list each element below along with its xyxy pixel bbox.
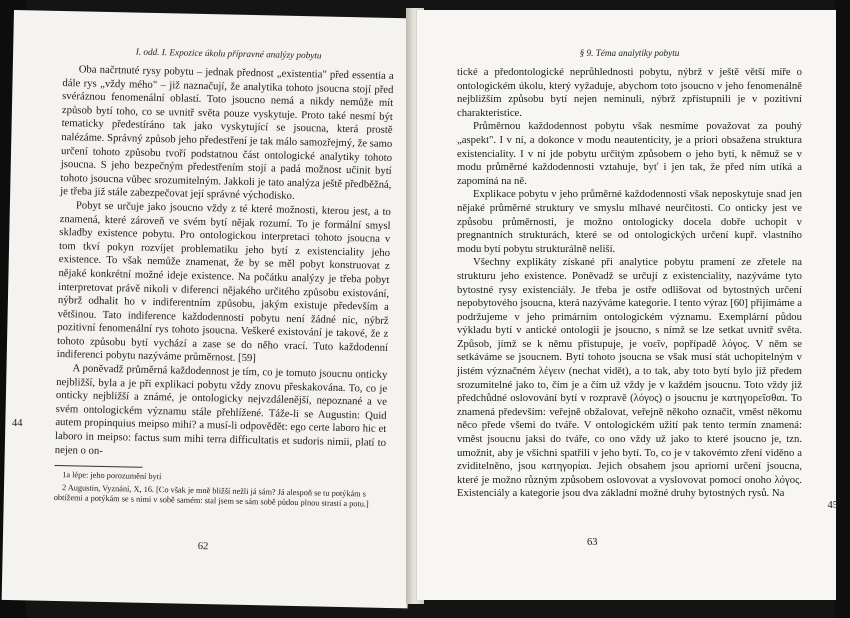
- paragraph: Všechny explikáty získané při analytice pobytu pramení ze zřetele na strukturu jeho existence. Poněvadž se určují z existenciality, nazýváme tyto bytostné rysy existenciály. Je třeba je ostře odlišovat od bytostných určení nepobytového jsoucna, která nazýváme kategorie. I tento výraz [60] přijímáme a podržujeme v jeho primárním ontologickém významu. Exemplární půdou výkladu bytí v antické ontologii je jsoucno, s nímž se lze setkat uvnitř světa. Způsob, jímž se k němu přistupuje, je νοεῖν, popřípadě λόγος. V něm se setkáváme se jsoucnem. Bytí tohoto jsoucna se však musí stát uchopitelným v jistém význačném λέγειν (nechat vidět), a to tak, aby toto bytí bylo již předem srozumitelné jako to, čím je a čím už vždy je v každém jsoucnu. Toto vždy již předchůdné oslovování bytí v rozpravě (λόγος) o jsoucnu je κατηγορεῖσθαι. To znamená především: veřejně obžalovat, veřejně někoho označit, vměst někomu něco přede všemi do tváře. V ontologickém užití pak tento termín znamená: vměst jsoucnu jaksi do tváře, co ono vždy už jako to které jsoucno je, tzn. umožnit, aby je všichni spatřili v jeho bytí. To, co je v takovémto zření viděno a zviditelněno, jsou κατηγορίαι. Jejich obsahem jsou apriorní určení jsoucna, které je možno různým způsobem oslovovat a vyslovovat pomocí onoho λόγος. Existenciály a kategorie jsou dva základní možné druhy bytostných rysů. Na: [457, 256, 802, 500]
- paragraph: A poněvadž průměrná každodennost je tím, co je tomuto jsoucnu onticky nejbližší, byla a je při explikaci pobytu vždy znovu přeskakována. To, co je onticky nejbližší a známé, je ontologicky nejvzdálenější, nepoznané a ve svém ontologickém významu stále přehlížené. Táže-li se Augustin: Quid autem propinquius meipso mihi? a musí-li odpovědět: ego certe laboro hic et laboro in meipso: factus sum mihi terra difficultatis et sudoris nimii, platí to nejen o on-: [54, 362, 388, 457]
- paragraph: Oba načrtnuté rysy pobytu – jednak přednost „existentia" před essentia a dále rys „vždy mého" – již naznačují, že analytika tohoto jsoucna stojí před svéráznou fenomenální oblastí. Toto jsoucno nemá a nikdy nemůže mít způsob bytí toho, co se uvnitř světa pouze vyskytuje. Proto také nesmí být tematicky předestíráno tak jako vyskytující se jsoucna, která prostě nalézáme. Správný způsob jeho předestření je tak málo samozřejmý, že samo určení tohoto způsobu tvoří podstatnou část ontologické analytiky tohoto jsoucna. S jeho bezpečným předestřením stojí a padá možnost učinit bytí tohoto jsoucna vůbec srozumitelným. Jakkoli je tato analýza ještě předběžná, je třeba již stále zabezpečovat její správné východisko.: [60, 63, 394, 203]
- left-page: [2, 10, 420, 608]
- scan-edge-right: [834, 0, 850, 618]
- paragraph: Explikace pobytu v jeho průměrné každodennosti však neposkytuje snad jen nějaké průměrné struktury ve smyslu mlhavé neurčitosti. Co onticky jest ve způsobu průměrnosti, je možno ontologicky docela dobře uchopit v pregnantních strukturách, které se od ontologických určení kupř. vlastního modu bytí pobytu strukturálně neliší.: [457, 188, 802, 255]
- footnote-rule: [54, 465, 142, 468]
- right-running-head: § 9. Téma analytiky pobytu: [579, 48, 680, 58]
- left-margin-number: 44: [12, 418, 23, 429]
- paragraph: Pobyt se určuje jako jsoucno vždy z té které možnosti, kterou jest, a to znamená, které zároveň ve svém bytí nějak rozumí. To je formální smysl skladby existence pobytu. Pro ontologickou interpretaci tohoto jsoucna v tom tkví pokyn rozvíjet problematiku jeho bytí z existenciality jeho existence. To však nemůže znamenat, že by se měl pobyt konstruovat z nějaké konkrétní možné ideje existence. Na počátku analýzy je třeba pobyt interpretovat právě nikoli v diferenci nějakého určitého způsobu existování, nýbrž odhalit ho v indiferentním způsobu, jakým existuje především a většinou. Tato indiference každodennosti pobytu není žádné nic, nýbrž pozitivní fenomenální rys tohoto jsoucna. Veškeré existování je takové, že z tohoto způsobu bytí vychází a zase se do něho vrací. Tuto každodenní indiferenci pobytu nazýváme průměrnost. [59]: [56, 199, 391, 365]
- left-running-head: I. odd. I. Expozice úkolu přípravné analýzy pobytu: [135, 46, 322, 61]
- footnote: 2 Augustin, Vyznání, X, 16. [Co však je mně bližší nežli já sám? Já alespoň se tu potýkám s obtížemi a potýkám se s nimi v sobě samém: stal jsem se sám sobě půdou plnou strastí a potu.]: [53, 482, 369, 509]
- footnote: 1a lépe: jeho porozumění bytí: [62, 470, 162, 482]
- left-page-number: 62: [197, 540, 209, 553]
- right-page: [416, 10, 836, 600]
- right-margin-number: 45: [827, 500, 838, 511]
- paragraph: tické a předontologické neprůhlednosti pobytu, nýbrž v ještě větší míře o ontologickém úkolu, který vyžaduje, abychom toto jsoucno v jeho fenomenálně nejbližším způsobu bytí nejen neminuli, nýbrž zpřístupnili je v pozitivní charakteristice.: [457, 66, 802, 119]
- paragraph: Průměrnou každodennost pobytu však nesmíme považovat za pouhý „aspekt". I v ní, a dokonce v modu neautenticity, je a priori obsažena struktura existenciality. I v ní jde pobytu určitým způsobem o jeho bytí, k němuž se v modu průměrné každodennosti vztahuje, byť i jen tak, že před ním utíká a zapomíná na ně.: [457, 120, 802, 187]
- left-page-body: [55, 63, 394, 464]
- right-page-number: 63: [587, 537, 598, 548]
- right-page-body: [457, 66, 802, 501]
